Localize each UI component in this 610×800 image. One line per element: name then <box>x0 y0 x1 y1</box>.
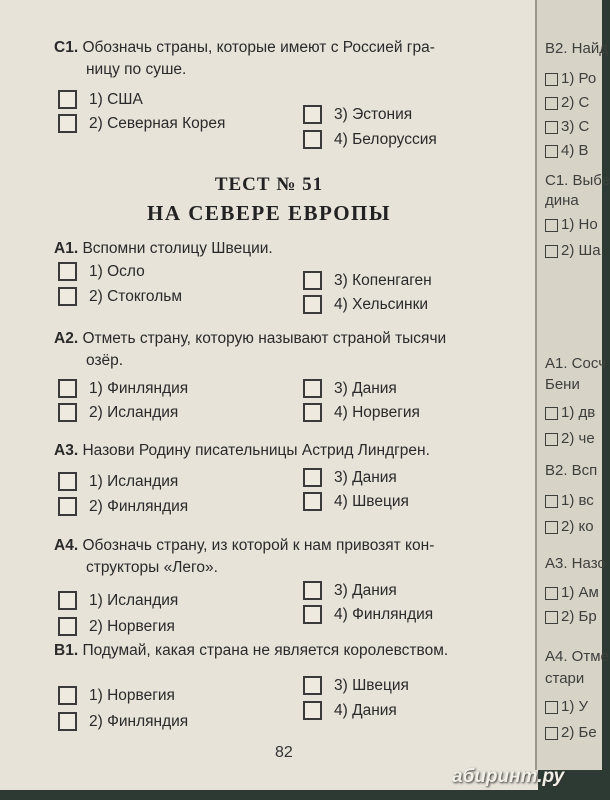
option-a3-4[interactable]: 4) Швеция <box>303 492 409 511</box>
adjacent-fragment: 1) Ро <box>545 70 596 87</box>
test-subtitle: НА СЕВЕРЕ ЕВРОПЫ <box>146 201 392 225</box>
checkbox[interactable] <box>303 701 322 720</box>
adjacent-fragment: 4) В <box>545 142 589 159</box>
adjacent-fragment: 2) че <box>545 430 595 447</box>
checkbox[interactable] <box>58 617 77 636</box>
adjacent-fragment: 3) С <box>545 118 589 135</box>
adjacent-fragment: 2) Бе <box>545 724 597 741</box>
adjacent-fragment: стари <box>545 670 585 687</box>
question-a2: А2. Отметь страну, которую называют страной тысячи озёр. <box>54 330 447 369</box>
checkbox[interactable] <box>303 492 322 511</box>
adjacent-fragment: А3. Назо <box>545 555 606 572</box>
checkbox[interactable] <box>303 605 322 624</box>
checkbox[interactable] <box>303 403 322 422</box>
option-a2-2[interactable]: 2) Исландия <box>58 403 178 422</box>
checkbox[interactable] <box>58 379 77 398</box>
checkbox[interactable] <box>58 591 77 610</box>
adjacent-fragment: Бени <box>545 376 580 393</box>
checkbox[interactable] <box>58 403 77 422</box>
checkbox[interactable] <box>58 114 77 133</box>
question-a1: А1. Вспомни столицу Швеции. <box>54 240 273 257</box>
page-number: 82 <box>275 744 293 761</box>
adjacent-fragment: 2) ко <box>545 518 594 535</box>
option-a1-3[interactable]: 3) Копенгаген <box>303 271 432 290</box>
question-a4: А4. Обозначь страну, из которой к нам привозят кон- структоры «Лего». <box>54 537 435 576</box>
option-c1-3[interactable]: 3) Эстония <box>303 105 412 124</box>
adjacent-fragment: 2) С <box>545 94 589 111</box>
question-a3: А3. Назови Родину писательницы Астрид Линдгрен. <box>54 442 430 459</box>
option-a2-1[interactable]: 1) Финляндия <box>58 379 188 398</box>
adjacent-fragment: 1) вс <box>545 492 594 509</box>
checkbox[interactable] <box>58 262 77 281</box>
question-b1: В1. Подумай, какая страна не является королевством. <box>54 642 449 659</box>
checkbox[interactable] <box>303 379 322 398</box>
adjacent-fragment: А1. Сосч <box>545 355 607 372</box>
adjacent-fragment: 1) Но <box>545 216 598 233</box>
checkbox[interactable] <box>58 712 77 731</box>
option-b1-4[interactable]: 4) Дания <box>303 701 397 720</box>
adjacent-fragment: 1) У <box>545 698 588 715</box>
checkbox[interactable] <box>58 472 77 491</box>
adjacent-page <box>535 0 610 770</box>
option-b1-3[interactable]: 3) Швеция <box>303 676 409 695</box>
adjacent-fragment: 1) дв <box>545 404 595 421</box>
adjacent-fragment: 1) Ам <box>545 584 599 601</box>
adjacent-fragment: 2) Ша <box>545 242 601 259</box>
adjacent-fragment: 2) Бр <box>545 608 597 625</box>
adjacent-fragment: В2. Всп <box>545 462 598 479</box>
checkbox[interactable] <box>303 676 322 695</box>
option-a1-2[interactable]: 2) Стокгольм <box>58 287 182 306</box>
option-a3-2[interactable]: 2) Финляндия <box>58 497 188 516</box>
checkbox[interactable] <box>58 287 77 306</box>
option-c1-1[interactable]: 1) США <box>58 90 143 109</box>
option-a4-1[interactable]: 1) Исландия <box>58 591 178 610</box>
option-a2-3[interactable]: 3) Дания <box>303 379 397 398</box>
option-a2-4[interactable]: 4) Норвегия <box>303 403 420 422</box>
adjacent-fragment: дина <box>545 192 579 209</box>
option-a3-3[interactable]: 3) Дания <box>303 468 397 487</box>
option-a4-2[interactable]: 2) Норвегия <box>58 617 175 636</box>
question-c1: С1. Обозначь страны, которые имеют с Россией гра- ницу по суше. <box>54 39 435 78</box>
test-title: ТЕСТ № 51 <box>214 174 324 195</box>
option-a4-3[interactable]: 3) Дания <box>303 581 397 600</box>
checkbox[interactable] <box>58 686 77 705</box>
checkbox[interactable] <box>303 468 322 487</box>
checkbox[interactable] <box>303 581 322 600</box>
option-c1-2[interactable]: 2) Северная Корея <box>58 114 225 133</box>
option-b1-2[interactable]: 2) Финляндия <box>58 712 188 731</box>
option-a1-4[interactable]: 4) Хельсинки <box>303 295 428 314</box>
adjacent-fragment: А4. Отме <box>545 648 609 665</box>
checkbox[interactable] <box>58 90 77 109</box>
adjacent-fragment: В2. Найд <box>545 40 608 57</box>
option-b1-1[interactable]: 1) Норвегия <box>58 686 175 705</box>
checkbox[interactable] <box>303 271 322 290</box>
checkbox[interactable] <box>303 130 322 149</box>
option-a4-4[interactable]: 4) Финляндия <box>303 605 433 624</box>
checkbox[interactable] <box>303 295 322 314</box>
checkbox[interactable] <box>303 105 322 124</box>
checkbox[interactable] <box>58 497 77 516</box>
adjacent-fragment: С1. Выбе <box>545 172 610 189</box>
watermark-logo: абиринт.ру <box>452 766 565 787</box>
option-a1-1[interactable]: 1) Осло <box>58 262 145 281</box>
option-c1-4[interactable]: 4) Белоруссия <box>303 130 437 149</box>
option-a3-1[interactable]: 1) Исландия <box>58 472 178 491</box>
